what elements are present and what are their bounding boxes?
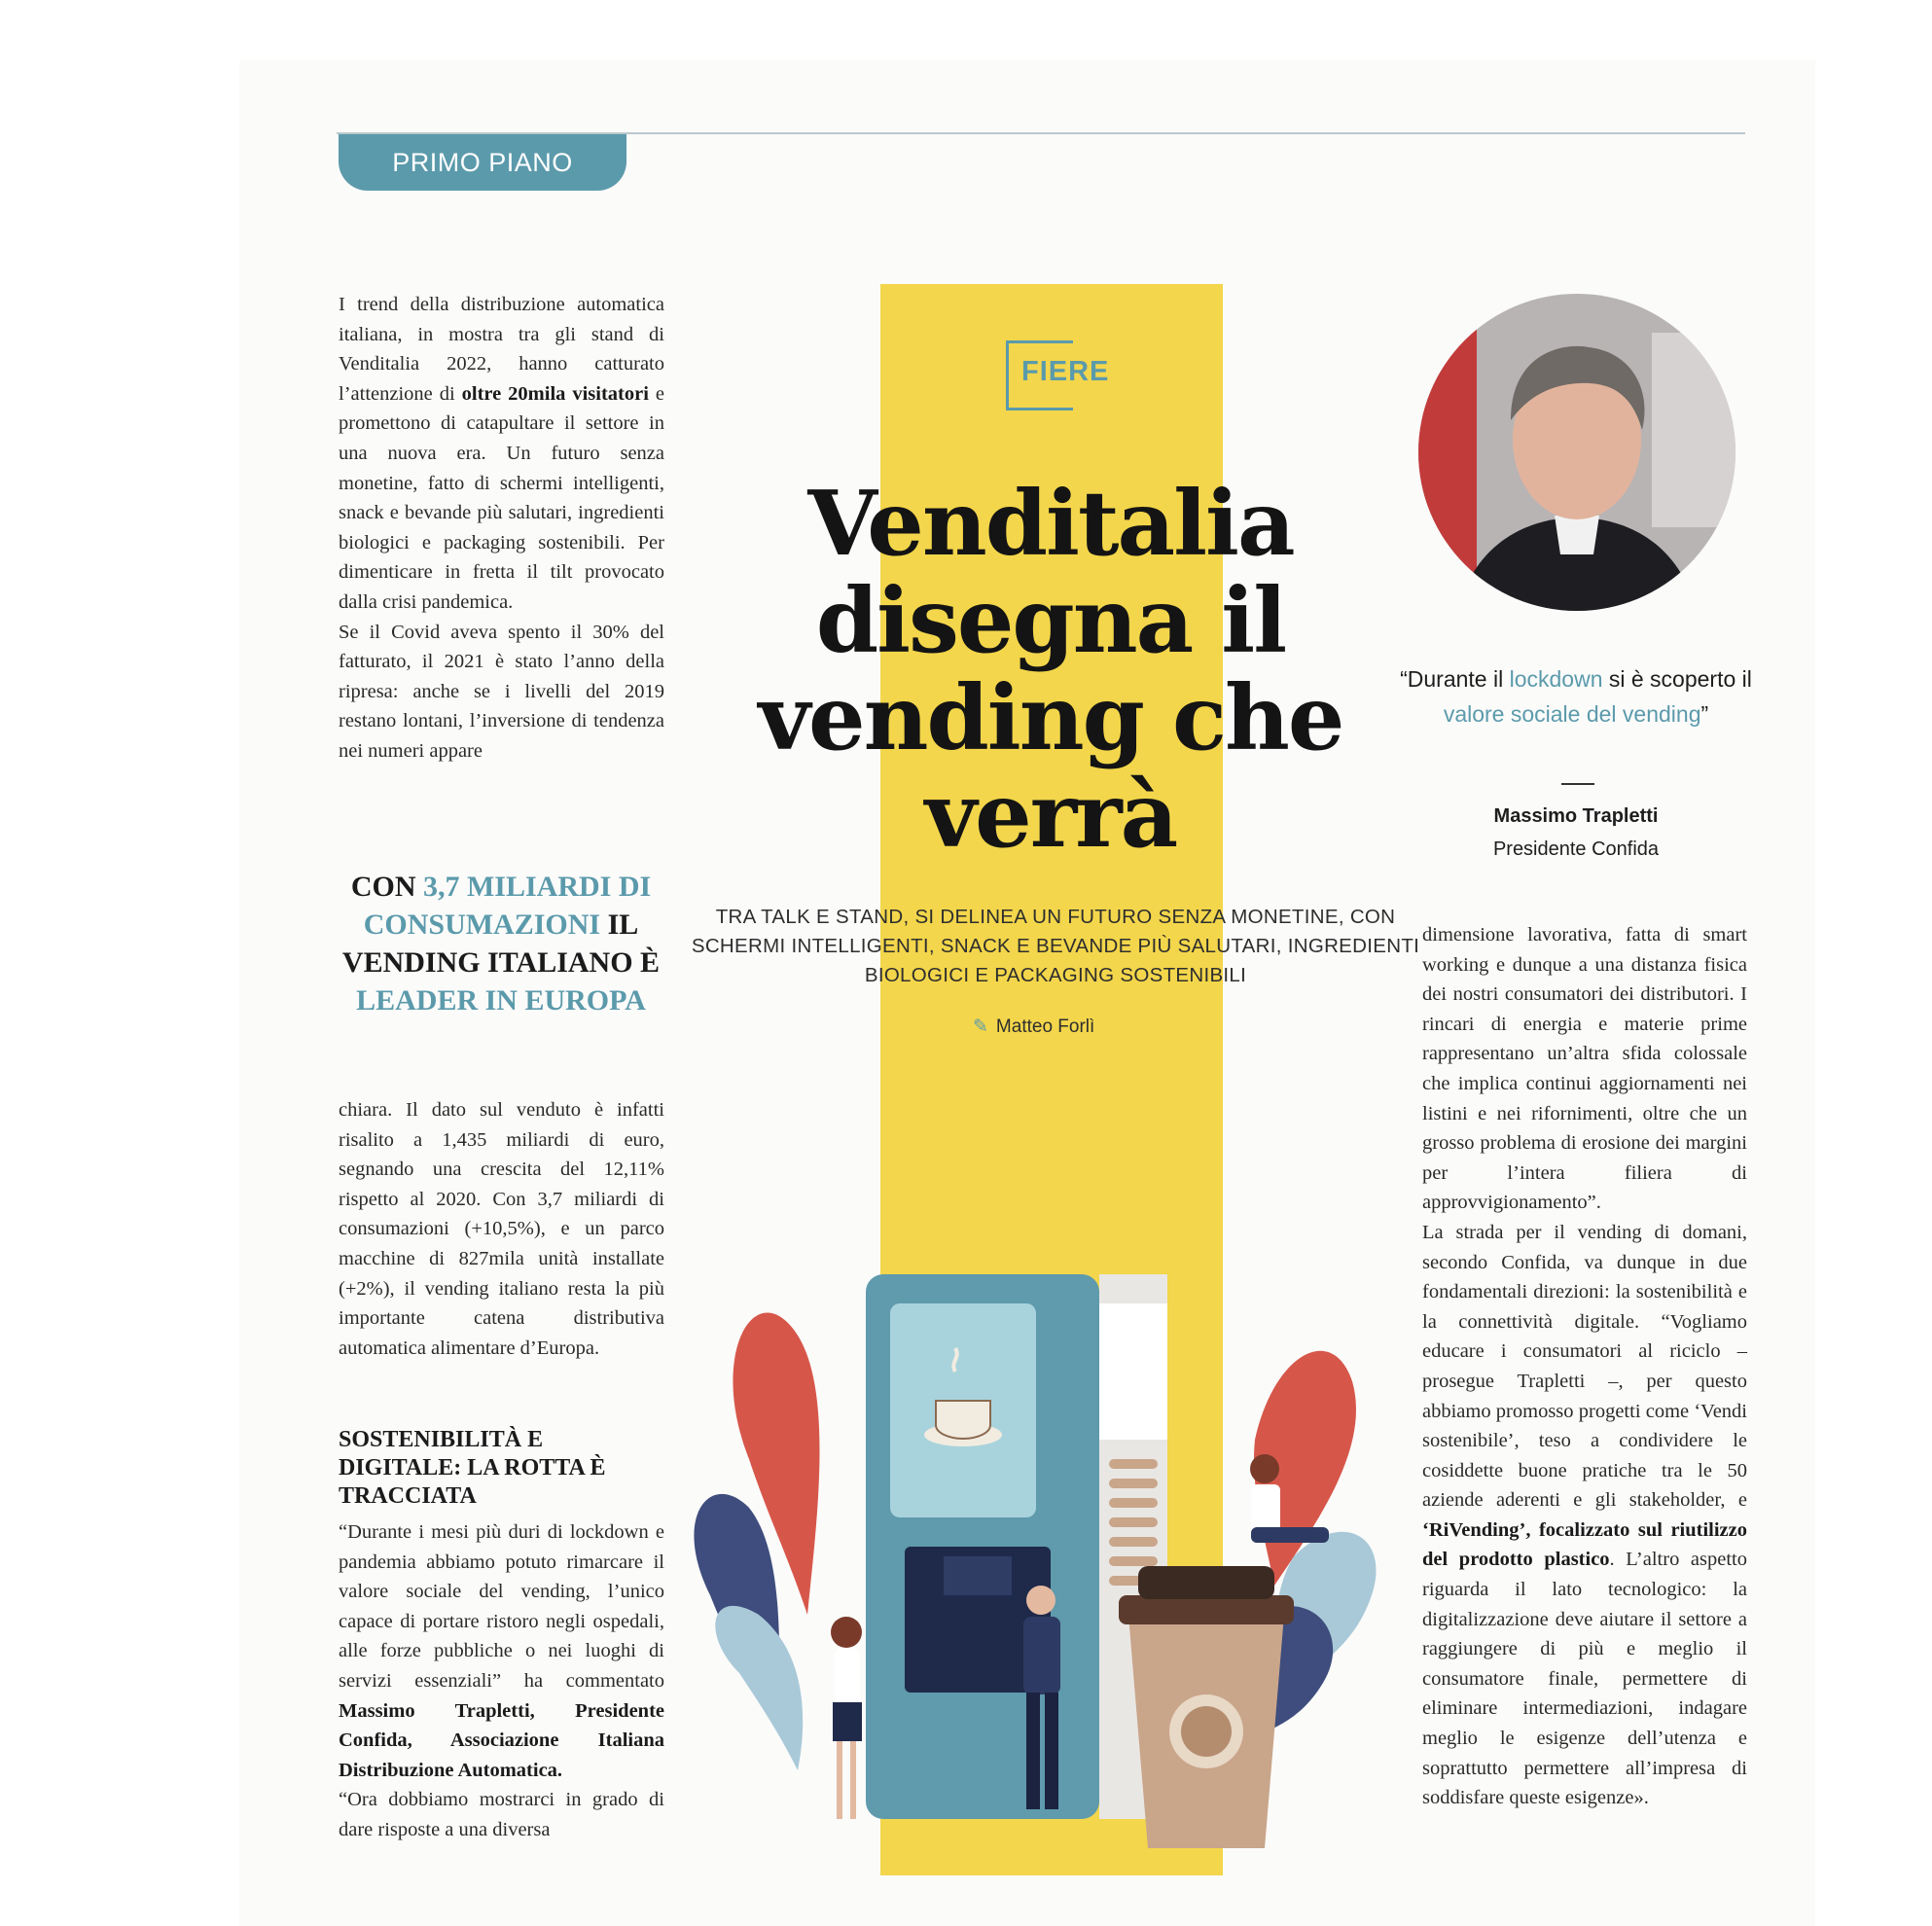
text: . L’altro aspetto riguarda il lato tecnologico: la digitalizzazione deve aiutare il settore a raggiungere di più e meglio il consumatore finale, permettere di eliminare intermediazioni, indagare meglio le esigenze dell’utenza e soprattutto permettere all’impresa di soddisfare queste esigenze». [1422, 1549, 1747, 1809]
headline: Venditalia disegna il vending che verrà [758, 471, 1343, 868]
pull-quote-right [1391, 661, 1761, 731]
text-bold: Massimo Trapletti, Presidente Confida, Associazione Italiana Distribuzione Automatica. [339, 1699, 664, 1781]
paragraph: Se il Covid aveva spento il 30% del fatturato, il 2021 è stato l’anno della ripresa: anche se i livelli del 2019 restano lontani, l’inversione di tendenza nei numeri appare [339, 621, 664, 762]
text: I trend della distribuzione automatica italiana, in mostra tra gli stand di Venditalia 2022, hanno catturato l’attenzione di [339, 294, 664, 405]
text-bold: oltre 20mila visitatori [461, 382, 649, 405]
quote-highlight: lockdown [1509, 666, 1603, 692]
quote-text: si è scoperto il [1602, 666, 1752, 692]
text-bold: ‘RiVending’, focalizzato sul riutilizzo del prodotto plastico [1422, 1518, 1747, 1571]
deck: TRA TALK E STAND, SI DELINEA UN FUTURO SENZA MONETINE, CON SCHERMI INTELLIGENTI, SNACK E BEVANDE PIÙ SALUTARI, INGREDIENTI BIOLOGICI E PACKAGING SOSTENIBILI [691, 906, 1420, 986]
text: “Durante i mesi più duri di lockdown e pandemia abbiamo potuto rimarcare il valore sociale del vending, l’unico capace di portare ristoro negli ospedali, alle forze pubbliche o nei luoghi di servizi essenziali” ha commentato [339, 1521, 664, 1692]
quote-text: “Durante il [1400, 666, 1510, 692]
paragraph: dimensione lavorativa, fatta di smart working e dunque a una distanza fisica dei nostri consumatori dei distributori. I rincari di energia e materie prime rappresentano un’altra sfida colossale che implica continui aggiornamenti nei listini e nei rifornimenti, oltre che un grosso problema di erosione dei margini per l’intera filiera di approvvigionamento”. [1422, 924, 1747, 1214]
quote-text: ” [1700, 701, 1709, 727]
category-label: FIERE [1021, 356, 1110, 387]
paragraph: “Ora dobbiamo mostrarci in grado di dare risposte a una diversa [339, 1789, 664, 1840]
body-column-left-bottom [339, 1517, 664, 1845]
body-column-right [1422, 920, 1747, 1813]
quote-highlight: valore sociale del vending [1443, 701, 1701, 727]
quote-author-role: Presidente Confida [1492, 838, 1660, 860]
quote-author-name: Massimo Trapletti [1493, 805, 1659, 827]
pen-icon: ✎ [973, 1016, 988, 1037]
text: La strada per il vending di domani, secondo Confida, va dunque in due fondamentali direzioni: la sostenibilità e la connettività digitale. “Vogliamo educare i consumatori al riciclo – prosegue Trapletti –, per questo abbiamo promosso progetti come ‘Vendi sostenibile’, teso a condividere le cosiddette buone pratiche tra le 50 aziende aderenti e gli stakeholder, e [1422, 1221, 1747, 1512]
body-column-left-top [339, 290, 664, 767]
author: Matteo Forlì [995, 1016, 1095, 1037]
pull-quote [340, 868, 662, 1019]
pull-quote-highlight: LEADER IN EUROPA [356, 984, 646, 1016]
pull-quote-highlight: 3,7 MILIARDI DI CONSUMAZIONI [363, 871, 652, 941]
pull-quote-text: CON [350, 871, 423, 903]
quote-divider [1561, 783, 1594, 785]
paragraph: chiara. Il dato sul venduto è infatti risalito a 1,435 miliardi di euro, segnando una crescita del 12,11% rispetto al 2020. Con 3,7 miliardi di consumazioni (+10,5%), e un parco macchine di 827mila unità installate (+2%), il vending italiano resta la più importante catena distributiva automatica alimentare d’Europa. [339, 1099, 664, 1359]
subheading: SOSTENIBILITÀ E DIGITALE: LA ROTTA È TRACCIATA [339, 1427, 606, 1509]
byline [973, 1016, 1094, 1038]
portrait-photo [1418, 294, 1735, 611]
section-label: PRIMO PIANO [339, 134, 626, 191]
vending-illustration [671, 1265, 1391, 1868]
body-column-left-middle [339, 1095, 664, 1363]
pull-quote-text: IL VENDING ITALIANO È [341, 909, 661, 979]
text: e promettono di catapultare il settore in una nuova era. Un futuro senza monetine, fatto di schermi intelligenti, snack e bevande più salutari, ingredienti biologici e packaging sostenibili. Per dimenticare in fretta il tilt provocato dalla crisi pandemica. [339, 382, 664, 613]
